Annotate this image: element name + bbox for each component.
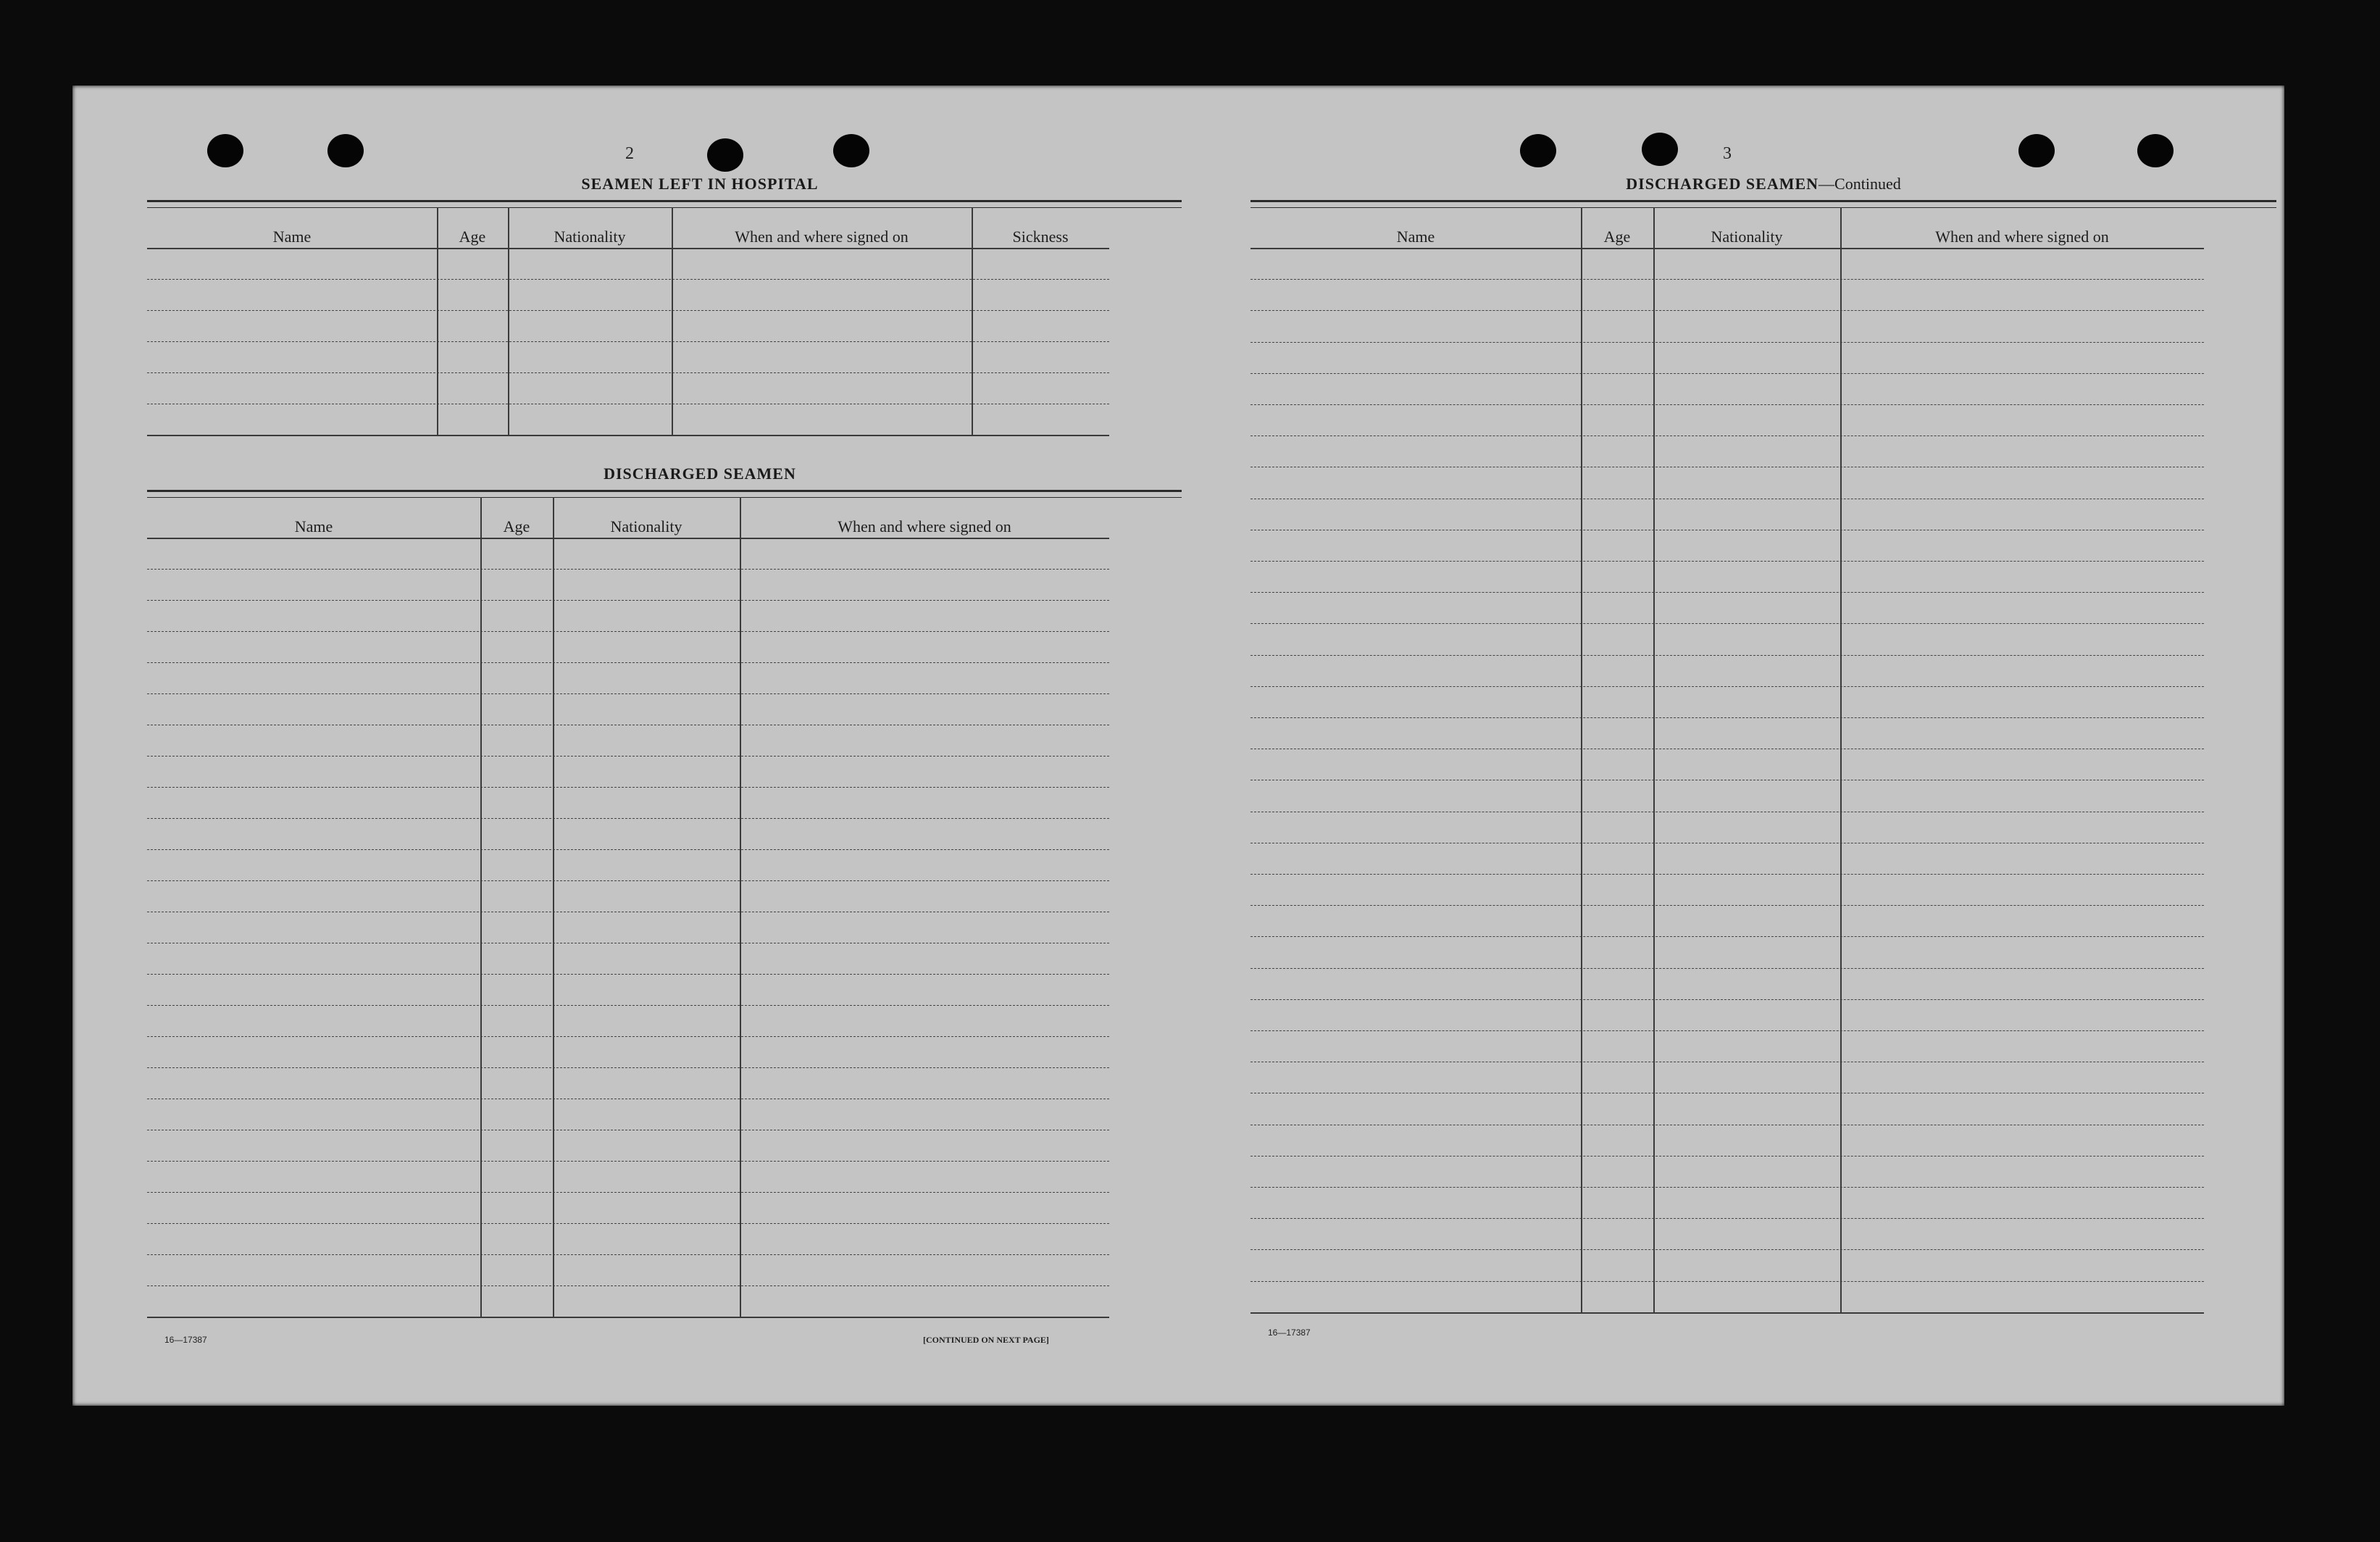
punch-hole-6 bbox=[1642, 133, 1678, 166]
discharged-col-name: Name bbox=[294, 517, 333, 535]
discharged-row-line bbox=[147, 974, 1109, 975]
discharged-row-line bbox=[147, 693, 1109, 694]
discharged-column-divider bbox=[480, 497, 482, 1317]
discharged-row-line bbox=[147, 631, 1109, 632]
punch-hole-5 bbox=[1520, 134, 1556, 167]
discharged-continued-table bbox=[1250, 200, 2276, 1403]
continued-row-line bbox=[1250, 686, 2204, 687]
hospital-col-age: Age bbox=[459, 228, 486, 246]
form-number-left: 16—17387 bbox=[164, 1335, 207, 1345]
continued-row-line bbox=[1250, 1249, 2204, 1250]
discharged-col-nationality: Nationality bbox=[610, 517, 682, 535]
continued-row-line bbox=[1250, 279, 2204, 280]
punch-hole-7 bbox=[2018, 134, 2055, 167]
continued-note: [CONTINUED ON NEXT PAGE] bbox=[923, 1335, 1049, 1345]
continued-row-line bbox=[1250, 404, 2204, 405]
hospital-column-divider bbox=[672, 207, 673, 435]
page-number-left: 2 bbox=[625, 144, 634, 163]
hospital-row-line bbox=[147, 435, 1109, 436]
discharged-row-line bbox=[147, 880, 1109, 881]
discharged-continued-title-main: DISCHARGED SEAMEN bbox=[1626, 175, 1819, 193]
continued-col-age: Age bbox=[1603, 228, 1631, 246]
continued-row-line bbox=[1250, 968, 2204, 969]
discharged-row-line bbox=[147, 787, 1109, 788]
continued-row-line bbox=[1250, 1312, 2204, 1314]
punch-hole-4 bbox=[833, 134, 869, 167]
continued-row-line bbox=[1250, 655, 2204, 656]
continued-row-line bbox=[1250, 592, 2204, 593]
discharged-row-line bbox=[147, 1192, 1109, 1193]
hospital-section-title: SEAMEN LEFT IN HOSPITAL bbox=[581, 175, 819, 193]
discharged-table bbox=[147, 490, 1182, 1417]
discharged-column-divider bbox=[553, 497, 554, 1317]
form-number-right: 16—17387 bbox=[1268, 1328, 1311, 1338]
continued-row-line bbox=[1250, 561, 2204, 562]
hospital-column-divider bbox=[508, 207, 509, 435]
continued-row-line bbox=[1250, 999, 2204, 1000]
punch-hole-1 bbox=[207, 134, 243, 167]
hospital-row-line bbox=[147, 341, 1109, 342]
discharged-header-rule bbox=[147, 538, 1109, 539]
hospital-row-line bbox=[147, 372, 1109, 373]
discharged-row-line bbox=[147, 849, 1109, 850]
hospital-col-when-where: When and where signed on bbox=[735, 228, 909, 246]
continued-row-line bbox=[1250, 905, 2204, 906]
discharged-row-line bbox=[147, 1223, 1109, 1224]
hospital-column-divider bbox=[437, 207, 438, 435]
page-number-right: 3 bbox=[1723, 144, 1732, 163]
continued-col-name: Name bbox=[1396, 228, 1435, 246]
continued-row-line bbox=[1250, 342, 2204, 343]
discharged-continued-title-suffix: —Continued bbox=[1819, 175, 1901, 193]
continued-row-line bbox=[1250, 1187, 2204, 1188]
hospital-header-rule bbox=[147, 248, 1109, 249]
continued-row-line bbox=[1250, 936, 2204, 937]
continued-row-line bbox=[1250, 1218, 2204, 1219]
discharged-row-line bbox=[147, 1254, 1109, 1255]
hospital-row-line bbox=[147, 310, 1109, 311]
continued-row-line bbox=[1250, 1030, 2204, 1031]
discharged-row-line bbox=[147, 1005, 1109, 1006]
continued-row-line bbox=[1250, 435, 2204, 436]
hospital-row-line bbox=[147, 279, 1109, 280]
discharged-row-line bbox=[147, 1067, 1109, 1068]
hospital-col-nationality: Nationality bbox=[554, 228, 626, 246]
continued-row-line bbox=[1250, 717, 2204, 718]
discharged-col-when-where: When and where signed on bbox=[838, 517, 1011, 535]
discharged-section-title: DISCHARGED SEAMEN bbox=[604, 464, 796, 483]
punch-hole-3 bbox=[707, 138, 743, 172]
discharged-row-line bbox=[147, 600, 1109, 601]
continued-col-when-where: When and where signed on bbox=[1935, 228, 2109, 246]
discharged-row-line bbox=[147, 756, 1109, 757]
discharged-row-line bbox=[147, 818, 1109, 819]
continued-row-line bbox=[1250, 373, 2204, 374]
discharged-continued-title bbox=[1250, 175, 2276, 193]
hospital-column-divider bbox=[972, 207, 973, 435]
hospital-col-sickness: Sickness bbox=[1012, 228, 1069, 246]
discharged-col-age: Age bbox=[503, 517, 530, 535]
continued-row-line bbox=[1250, 310, 2204, 311]
discharged-column-divider bbox=[740, 497, 741, 1317]
continued-row-line bbox=[1250, 874, 2204, 875]
hospital-col-name: Name bbox=[272, 228, 312, 246]
discharged-row-line bbox=[147, 1317, 1109, 1318]
continued-col-nationality: Nationality bbox=[1711, 228, 1783, 246]
continued-column-divider bbox=[1581, 207, 1582, 1312]
continued-header-rule bbox=[1250, 248, 2204, 249]
discharged-row-line bbox=[147, 1285, 1109, 1286]
discharged-row-line bbox=[147, 1161, 1109, 1162]
continued-row-line bbox=[1250, 623, 2204, 624]
discharged-row-line bbox=[147, 569, 1109, 570]
punch-hole-2 bbox=[327, 134, 364, 167]
discharged-row-line bbox=[147, 662, 1109, 663]
continued-column-divider bbox=[1840, 207, 1842, 1312]
form-paper bbox=[72, 86, 2284, 1406]
continued-row-line bbox=[1250, 1281, 2204, 1282]
continued-column-divider bbox=[1653, 207, 1655, 1312]
discharged-row-line bbox=[147, 1036, 1109, 1037]
punch-hole-8 bbox=[2137, 134, 2174, 167]
